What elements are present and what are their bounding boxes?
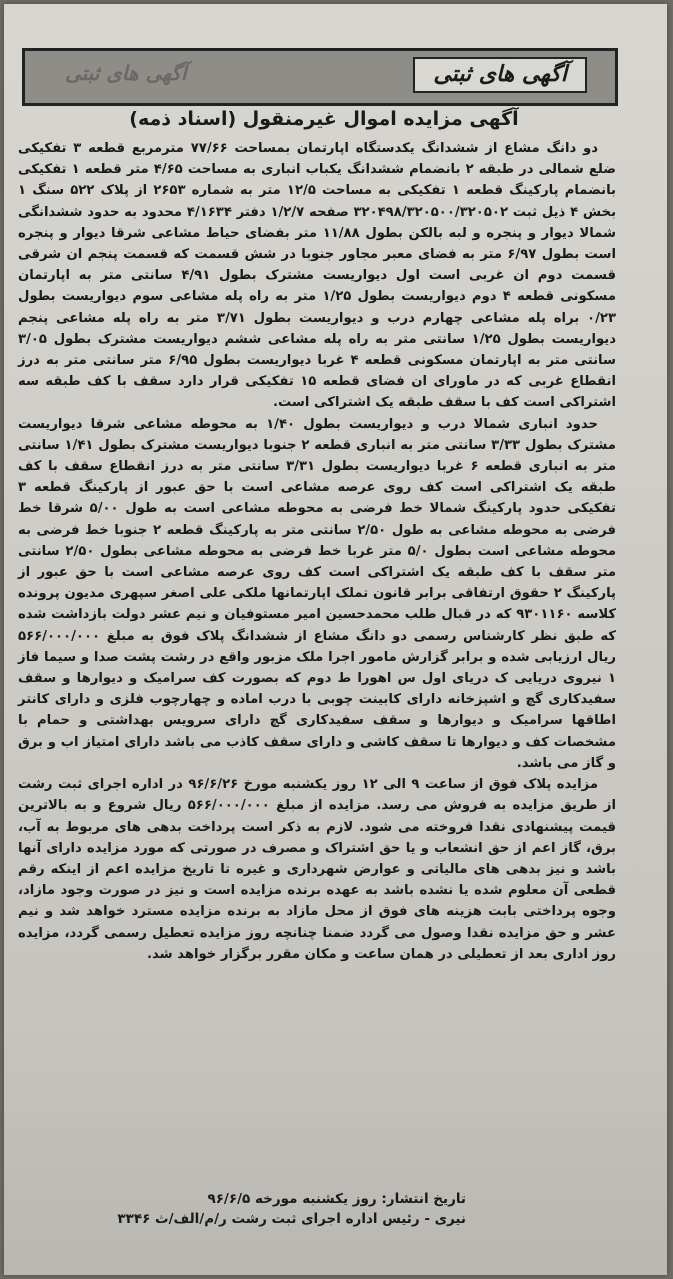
notice-footer — [24, 1189, 616, 1229]
signature: نیری - رئیس اداره اجرای ثبت رشت ر/م/الف/ث ۳۳۴۶ — [117, 1211, 466, 1227]
section-header-ghost-text: آگهی های ثبتی — [65, 61, 187, 85]
publish-date: تاریخ انتشار: روز یکشنبه مورخه ۹۶/۶/۵ — [207, 1191, 466, 1207]
section-header — [22, 48, 618, 106]
notice-paragraph-3: مزایده پلاک فوق از ساعت ۹ الی ۱۲ روز یکشنبه مورخ ۹۶/۶/۲۶ در اداره اجرای ثبت رشت از طریق مزایده به فروش می رسد. مزایده از مبلغ ۵۶۶/۰۰۰/۰۰۰ ریال شروع و به بالاترین قیمت پیشنهادی نقدا فروخته می شود. لازم به ذکر است پرداخت بدهی های مربوط به آب، برق، گاز اعم از حق انشعاب و یا حق اشتراک و مصرف در صورتی که مورد مزایده دارای آنها باشد و نیز بدهی های مالیاتی و عوارض شهرداری و غیره تا تاریخ مزایده اعم از اینکه رقم قطعی آن معلوم شده یا نشده باشد به عهده برنده مزایده است و نیز در صورت وجود مازاد، وجوه پرداختی بابت هزینه های فوق از محل مازاد به برنده مزایده مسترد خواهد شد و نیم عشر و حق مزایده نقدا وصول می گردد ضمنا چنانچه روز مزایده تعطیل رسمی گردد، مزایده روز اداری بعد از تعطیلی در همان ساعت و مکان مقرر برگزار خواهد شد. — [18, 777, 616, 962]
newspaper-clipping — [4, 4, 667, 1275]
notice-paragraph-1: دو دانگ مشاع از ششدانگ یکدستگاه اپارتمان بمساحت ۷۷/۶۶ مترمربع قطعه ۳ تفکیکی ضلع شمالی در طبقه ۲ بانضمام ششدانگ یکباب انباری به مساحت ۴/۶۵ متر قطعه ۱ تفکیکی بانضمام پارکینگ قطعه ۱ تفکیکی به مساحت ۱۲/۵ متر به شماره ۲۶۵۳ از پلاک ۵۲۲ سنگ ۱ بخش ۴ ذیل ثبت ۳۲۰۴۹۸/۳۲۰۵۰۰/۳۲۰۵۰۲ صفحه ۱/۲/۷ دفتر ۴/۱۶۳۴ محدود به حدود ششدانگی شمالا دیوار و پنجره و لبه بالکن بطول ۱۱/۸۸ متر بفضای حیاط مشاعی شرقا دیوار و پنجره است بطول ۶/۹۷ متر به فضای معبر مجاور جنوبا در شش قسمت که قسمت پنجم ان شرقی قسمت دوم ان غربی است اول دیواریست مشترک بطول ۴/۹۱ سانتی متر به اپارتمان مسکونی قطعه ۴ دوم دیواریست بطول ۱/۲۵ متر به راه پله مشاعی سوم دیواریست بطول ۰/۲۳ براه پله مشاعی چهارم درب و دیواریست بطول ۳/۷۱ متر به راه پله مشاعی پنجم دیواریست بطول ۱/۲۵ سانتی متر به راه پله مشاعی ششم دیواریست مشترک بطول ۳/۰۵ سانتی متر به اپارتمان مسکونی قطعه ۴ غربا دیواریست بطول ۶/۹۵ متر سانتی متر به درز انقطاع غربی که در ماورای ان فضای قطعه ۱۵ تفکیکی قرار دارد سقف با کف طبقه سه اشتراکی است کف با سقف طبقه یک اشتراکی است. — [18, 141, 617, 411]
notice-title: آگهی مزایده اموال غیرمنقول (اسناد ذمه) — [129, 108, 519, 130]
notice-paragraph-2: حدود انباری شمالا درب و دیواریست بطول ۱/۴۰ به محوطه مشاعی شرقا دیواریست مشترک بطول ۳/۳۳ سانتی متر به انباری قطعه ۲ جنوبا دیواریست مشترک بطول ۱/۴۱ سانتی متر به انباری قطعه ۶ غربا دیواریست بطول ۳/۳۱ سانتی متر به درز انقطاع سقف با کف طبقه یک اشتراکی است کف روی عرصه مشاعی است با حق عبور از پارکینگ قطعه ۳ تفکیکی حدود پارکینگ شمالا خط فرضی به محوطه مشاعی است به طول ۵/۰۰ شرقا خط فرضی به محوطه مشاعی به طول ۲/۵۰ سانتی متر به پارکینگ قطعه ۲ جنوبا خط فرضی به محوطه مشاعی است بطول ۵/۰ متر غربا خط فرضی به محوطه مشاعی بطول ۲/۵۰ سانتی متر سقف با کف طبقه یک اشتراکی است کف روی عرصه مشاعی است با حق عبور از پارکینگ ۲ حقوق ارتفاقی برابر قانون تملک اپارتمانها ملکی علی اصغر سپهری مدیون پرونده کلاسه ۹۳۰۱۱۶۰ که در قبال طلب محمدحسین امیر مستوفیان و نیم عشر دولت بازداشت شده که طبق نظر کارشناس رسمی دو دانگ مشاع از ششدانگ پلاک فوق به مبلغ ۵۶۶/۰۰۰/۰۰۰ ریال ارزیابی شده و برابر گزارش مامور اجرا ملک مزبور واقع در رشت پشت صدا و سیما فاز ۱ نیروی دریایی ک دریای اول س اهورا ط دوم که بصورت کف سرامیک و دیوارها و سقف سفیدکاری گچ و اشپزخانه دارای کابینت چوبی با درب اماده و چهارچوب فلزی و دارای کانتر اطاقها سرامیک و دیوارها و سقف سفیدکاری گچ دارای سرویس بهداشتی و حمام با مشخصات کف و دیوارها تا سقف کاشی و دارای سقف کاذب می باشد دارای امتیاز اب و برق و گاز می باشد. — [18, 416, 617, 771]
notice-body — [18, 138, 616, 965]
section-header-label: آگهی های ثبتی — [413, 57, 587, 93]
